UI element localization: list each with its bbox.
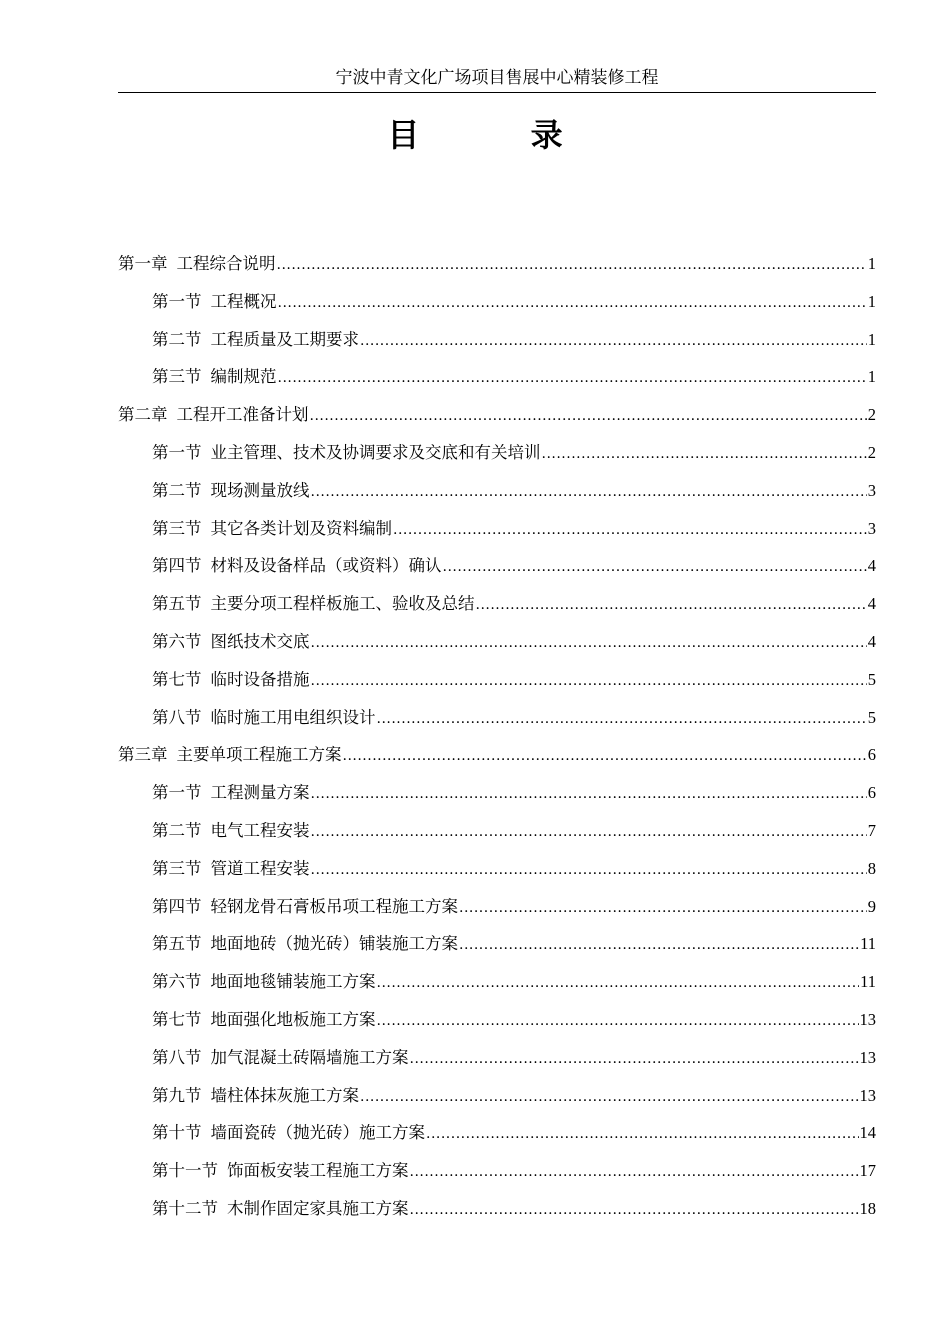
toc-page-number: 13 <box>859 1009 876 1029</box>
toc-dot-leader <box>377 1006 859 1036</box>
toc-page-number: 2 <box>867 442 876 462</box>
toc-page-number: 7 <box>867 820 876 840</box>
toc-entry-label <box>152 287 277 317</box>
toc-entry-number: 第五节 <box>152 934 202 954</box>
toc-entry-label <box>152 627 310 657</box>
toc-dot-leader <box>410 1157 859 1187</box>
toc-entry-title: 主要单项工程施工方案 <box>176 745 342 765</box>
toc-entry-title: 临时设备措施 <box>210 669 310 689</box>
toc-dot-leader <box>410 1044 859 1074</box>
toc-dot-leader <box>443 552 867 582</box>
toc-entry-label <box>152 892 458 922</box>
page-header <box>118 66 876 93</box>
toc-entry-title: 木制作固定家具施工方案 <box>227 1198 409 1218</box>
toc-page-number: 11 <box>860 972 876 992</box>
toc-section-entry[interactable] <box>118 892 876 930</box>
toc-entry-title: 墙柱体抹灰施工方案 <box>210 1085 359 1105</box>
toc-page-number: 1 <box>867 329 876 349</box>
toc-entry-number: 第一章 <box>118 254 168 273</box>
toc-entry-label <box>152 1043 409 1073</box>
toc-dot-leader <box>278 288 867 318</box>
toc-entry-number: 第八节 <box>152 1047 202 1067</box>
toc-entry-label <box>152 589 475 619</box>
toc-section-entry[interactable] <box>118 438 876 476</box>
toc-section-entry[interactable] <box>118 1194 876 1232</box>
toc-entry-number: 第一节 <box>152 442 202 462</box>
toc-entry-number: 第六节 <box>152 972 202 992</box>
toc-entry-label <box>118 400 309 430</box>
toc-entry-title: 加气混凝土砖隔墙施工方案 <box>210 1047 409 1067</box>
toc-dot-leader <box>393 515 867 545</box>
toc-dot-leader <box>343 741 867 771</box>
toc-page-number: 5 <box>867 707 876 727</box>
toc-entry-label <box>118 740 342 770</box>
toc-entry-number: 第四节 <box>152 896 202 916</box>
toc-dot-leader <box>311 666 867 696</box>
toc-entry-number: 第三章 <box>118 745 168 765</box>
toc-page-number: 17 <box>859 1161 876 1181</box>
toc-page-number: 1 <box>867 291 876 311</box>
toc-entry-title: 地面地毯铺装施工方案 <box>210 972 376 992</box>
toc-dot-leader <box>360 326 867 356</box>
toc-dot-leader <box>311 779 867 809</box>
toc-entry-label <box>152 967 376 997</box>
toc-entry-title: 工程测量方案 <box>210 783 310 803</box>
toc-section-entry[interactable] <box>118 703 876 741</box>
toc-entry-number: 第四节 <box>152 556 202 576</box>
toc-entry-title: 工程综合说明 <box>176 254 276 273</box>
toc-entry-label <box>152 1118 425 1148</box>
toc-entry-title: 主要分项工程样板施工、验收及总结 <box>210 594 475 614</box>
toc-page-number: 5 <box>867 669 876 689</box>
toc-entry-title: 业主管理、技术及协调要求及交底和有关培训 <box>210 442 541 462</box>
toc-page-number: 11 <box>860 934 876 954</box>
toc-page-number: 6 <box>867 745 876 765</box>
toc-section-entry[interactable] <box>118 627 876 665</box>
toc-section-entry[interactable] <box>118 325 876 363</box>
toc-dot-leader <box>476 590 867 620</box>
toc-dot-leader <box>542 439 867 469</box>
toc-entry-number: 第三节 <box>152 367 202 387</box>
toc-entry-label <box>152 816 310 846</box>
toc-page-number: 2 <box>867 405 876 425</box>
toc-entry-title: 工程开工准备计划 <box>176 405 309 425</box>
toc-section-entry[interactable] <box>118 1043 876 1081</box>
toc-page-number: 6 <box>867 783 876 803</box>
toc-dot-leader <box>426 1119 859 1149</box>
toc-entry-label <box>152 514 392 544</box>
toc-page-number: 18 <box>859 1198 876 1218</box>
toc-entry-title: 材料及设备样品（或资料）确认 <box>210 556 442 576</box>
page-header-text: 宁波中青文化广场项目售展中心精装修工程 <box>335 68 659 88</box>
toc-entry-title: 轻钢龙骨石膏板吊项工程施工方案 <box>210 896 458 916</box>
toc-dot-leader <box>410 1195 859 1225</box>
toc-section-entry[interactable] <box>118 1156 876 1194</box>
toc-entry-number: 第三节 <box>152 858 202 878</box>
toc-entry-label <box>152 1156 409 1186</box>
toc-entry-number: 第一节 <box>152 783 202 803</box>
toc-page-number: 4 <box>867 594 876 614</box>
toc-entry-label <box>152 778 310 808</box>
toc-page-number: 13 <box>859 1085 876 1105</box>
toc-page-number: 13 <box>859 1047 876 1067</box>
toc-section-entry[interactable] <box>118 551 876 589</box>
toc-entry-label <box>152 1081 359 1111</box>
toc-entry-number: 第七节 <box>152 669 202 689</box>
toc-entry-number: 第五节 <box>152 594 202 614</box>
toc-entry-label <box>152 438 541 468</box>
toc-entry-title: 地面地砖（抛光砖）铺装施工方案 <box>210 934 458 954</box>
toc-section-entry[interactable] <box>118 854 876 892</box>
toc-entry-number: 第三节 <box>152 518 202 538</box>
toc-entry-title: 临时施工用电组织设计 <box>210 707 376 727</box>
toc-section-entry[interactable] <box>118 1005 876 1043</box>
toc-dot-leader <box>459 930 859 960</box>
toc-entry-title: 工程质量及工期要求 <box>210 329 359 349</box>
toc-entry-number: 第十一节 <box>152 1161 218 1181</box>
toc-entry-title: 编制规范 <box>210 367 277 387</box>
toc-entry-label <box>118 249 276 279</box>
toc-dot-leader <box>311 817 867 847</box>
toc-entry-label <box>152 325 359 355</box>
toc-section-entry[interactable] <box>118 1118 876 1156</box>
toc-dot-leader <box>360 1082 859 1112</box>
toc-page-number: 3 <box>867 480 876 500</box>
toc-entry-label <box>152 476 310 506</box>
toc-chapter-entry[interactable] <box>118 249 876 287</box>
toc-dot-leader <box>377 968 860 998</box>
toc-entry-title: 墙面瓷砖（抛光砖）施工方案 <box>210 1123 425 1143</box>
toc-entry-label <box>152 362 277 392</box>
toc-entry-title: 其它各类计划及资料编制 <box>210 518 392 538</box>
toc-title: 目 录 <box>387 116 613 154</box>
toc-entry-label <box>152 854 310 884</box>
toc-entry-title: 饰面板安装工程施工方案 <box>227 1161 409 1181</box>
toc-page-number: 1 <box>867 367 876 387</box>
toc-section-entry[interactable] <box>118 362 876 400</box>
toc-entry-title: 电气工程安装 <box>210 820 310 840</box>
toc-entry-label <box>152 551 442 581</box>
toc-section-entry[interactable] <box>118 665 876 703</box>
toc-entry-title: 地面强化地板施工方案 <box>210 1009 376 1029</box>
toc-section-entry[interactable] <box>118 514 876 552</box>
toc-entry-number: 第七节 <box>152 1009 202 1029</box>
toc-page-number: 14 <box>859 1123 876 1143</box>
toc-page-number: 1 <box>867 254 876 273</box>
toc-chapter-entry[interactable] <box>118 400 876 438</box>
toc-entry-number: 第二章 <box>118 405 168 425</box>
toc-section-entry[interactable] <box>118 476 876 514</box>
toc-dot-leader <box>377 704 867 734</box>
toc-dot-leader <box>459 893 867 923</box>
toc-section-entry[interactable] <box>118 816 876 854</box>
toc-entry-title: 现场测量放线 <box>210 480 310 500</box>
toc-entry-number: 第一节 <box>152 291 202 311</box>
toc-section-entry[interactable] <box>118 287 876 325</box>
toc-entry-label <box>152 929 458 959</box>
toc-entry-number: 第二节 <box>152 329 202 349</box>
toc-dot-leader <box>278 363 867 393</box>
toc-entry-number: 第八节 <box>152 707 202 727</box>
toc-entry-title: 工程概况 <box>210 291 277 311</box>
table-of-contents <box>118 249 876 1232</box>
toc-entry-number: 第九节 <box>152 1085 202 1105</box>
toc-page-number: 4 <box>867 631 876 651</box>
toc-section-entry[interactable] <box>118 1081 876 1119</box>
toc-page-number: 8 <box>867 858 876 878</box>
toc-page-number: 3 <box>867 518 876 538</box>
toc-entry-number: 第六节 <box>152 631 202 651</box>
toc-entry-number: 第二节 <box>152 480 202 500</box>
toc-dot-leader <box>311 477 867 507</box>
toc-entry-number: 第十二节 <box>152 1198 218 1218</box>
toc-entry-title: 管道工程安装 <box>210 858 310 878</box>
toc-dot-leader <box>311 628 867 658</box>
toc-dot-leader <box>310 401 867 431</box>
toc-chapter-entry[interactable] <box>118 740 876 778</box>
toc-entry-label <box>152 703 376 733</box>
toc-page-number: 4 <box>867 556 876 576</box>
toc-section-entry[interactable] <box>118 929 876 967</box>
toc-entry-title: 图纸技术交底 <box>210 631 310 651</box>
toc-section-entry[interactable] <box>118 778 876 816</box>
toc-section-entry[interactable] <box>118 967 876 1005</box>
toc-dot-leader <box>277 250 867 280</box>
toc-entry-label <box>152 665 310 695</box>
toc-entry-number: 第二节 <box>152 820 202 840</box>
toc-section-entry[interactable] <box>118 589 876 627</box>
toc-entry-number: 第十节 <box>152 1123 202 1143</box>
toc-entry-label <box>152 1194 409 1224</box>
toc-entry-label <box>152 1005 376 1035</box>
toc-page-number: 9 <box>867 896 876 916</box>
toc-dot-leader <box>311 855 867 885</box>
